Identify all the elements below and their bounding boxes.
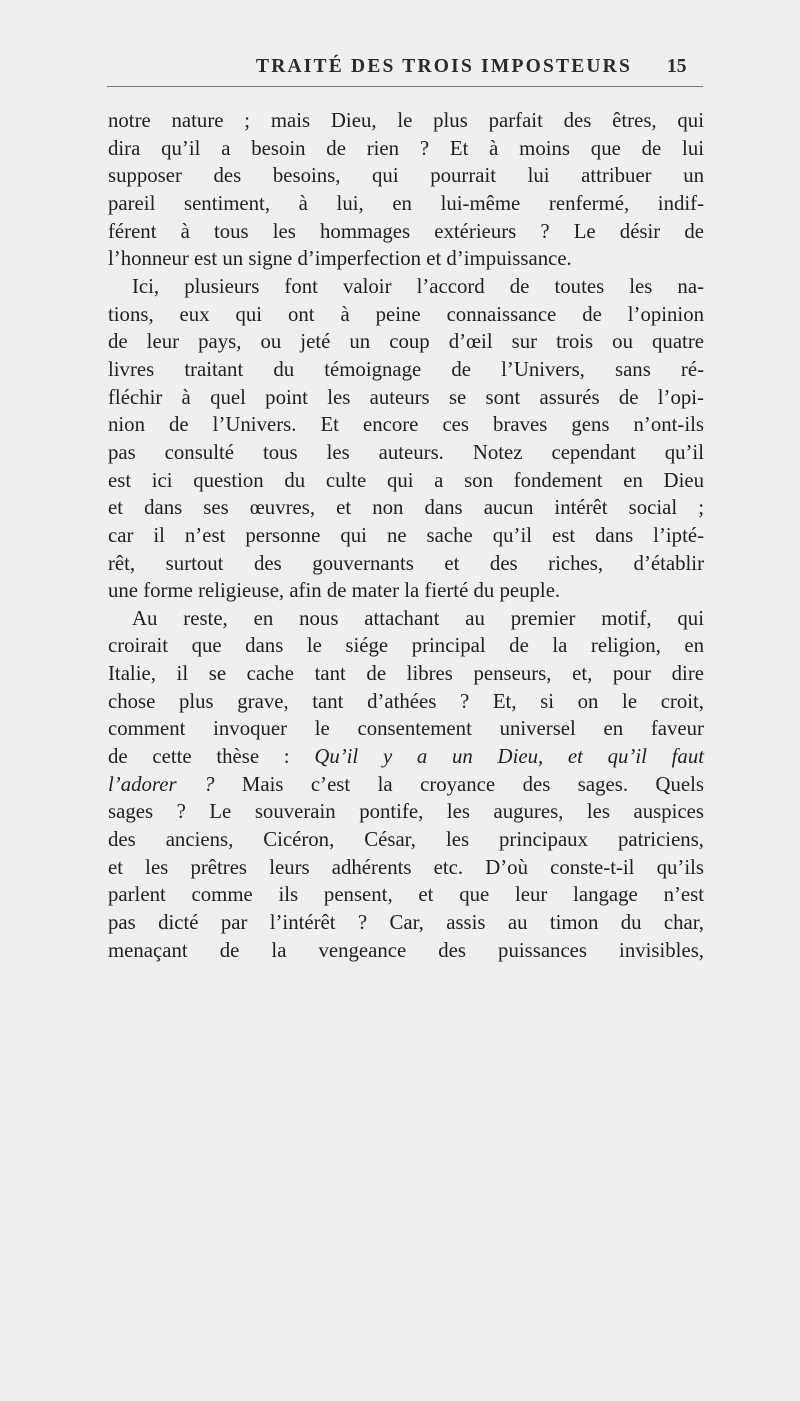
text-line-with-italic <box>108 743 704 771</box>
text-line: parlent comme ils pensent, et que leur langage n’est <box>108 883 704 907</box>
body-text <box>108 107 704 964</box>
text-line: pareil sentiment, à lui, en lui-même renfermé, indif- <box>108 191 704 215</box>
text-line: sages ? Le souverain pontife, les augures, les auspices <box>108 800 704 824</box>
text-line: comment invoquer le consentement universel en faveur <box>108 717 704 741</box>
text-line: et les prêtres leurs adhérents etc. D’où conste-t-il qu’ils <box>108 855 704 879</box>
text-line: nion de l’Univers. Et encore ces braves gens n’ont-ils <box>108 413 704 437</box>
text-line: est ici question du culte qui a son fondement en Dieu <box>108 468 704 492</box>
italic-phrase: Qu’il y a un Dieu, et qu’il faut <box>314 745 704 769</box>
header-rule <box>107 86 703 87</box>
text-line: férent à tous les hommages extérieurs ? Le désir de <box>108 219 704 243</box>
text-line: car il n’est personne qui ne sache qu’il est dans l’ipté- <box>108 523 704 547</box>
text-segment: de cette thèse : <box>108 745 290 769</box>
text-line: Italie, il se cache tant de libres penseurs, et, pour dire <box>108 662 704 686</box>
text-line: une forme religieuse, afin de mater la fierté du peuple. <box>108 579 561 603</box>
text-line: et dans ses œuvres, et non dans aucun intérêt social ; <box>108 496 704 520</box>
text-line: de leur pays, ou jeté un coup d’œil sur trois ou quatre <box>108 330 704 354</box>
text-line: menaçant de la vengeance des puissances invisibles, <box>108 938 704 962</box>
text-line-with-italic <box>108 771 704 799</box>
text-line: croirait que dans le siége principal de la religion, en <box>108 634 704 658</box>
text-line: chose plus grave, tant d’athées ? Et, si on le croit, <box>108 689 704 713</box>
text-line: l’honneur est un signe d’imperfection et d’impuissance. <box>108 247 572 271</box>
text-line: tions, eux qui ont à peine connaissance de l’opinion <box>108 302 704 326</box>
text-line: supposer des besoins, qui pourrait lui attribuer un <box>108 164 704 188</box>
text-line: Ici, plusieurs font valoir l’accord de toutes les na- <box>132 274 704 298</box>
text-line: rêt, surtout des gouvernants et des riches, d’établir <box>108 551 704 575</box>
text-line: dira qu’il a besoin de rien ? Et à moins que de lui <box>108 136 704 160</box>
text-line: pas consulté tous les auteurs. Notez cependant qu’il <box>108 440 704 464</box>
running-head <box>108 56 798 80</box>
italic-phrase: l’adorer ? <box>108 772 215 796</box>
text-line: des anciens, Cicéron, César, les principaux patriciens, <box>108 828 704 852</box>
text-line: Au reste, en nous attachant au premier motif, qui <box>132 606 704 630</box>
running-title: TRAITÉ DES TROIS IMPOSTEURS <box>256 56 633 77</box>
text-line: fléchir à quel point les auteurs se sont assurés de l’opi- <box>108 385 704 409</box>
text-line: pas dicté par l’intérêt ? Car, assis au timon du char, <box>108 911 704 935</box>
text-line: livres traitant du témoignage de l’Univers, sans ré- <box>108 357 704 381</box>
text-segment: Mais c’est la croyance des sages. Quels <box>241 772 704 796</box>
text-line: notre nature ; mais Dieu, le plus parfait des êtres, qui <box>108 109 704 132</box>
page-number: 15 <box>667 56 687 77</box>
